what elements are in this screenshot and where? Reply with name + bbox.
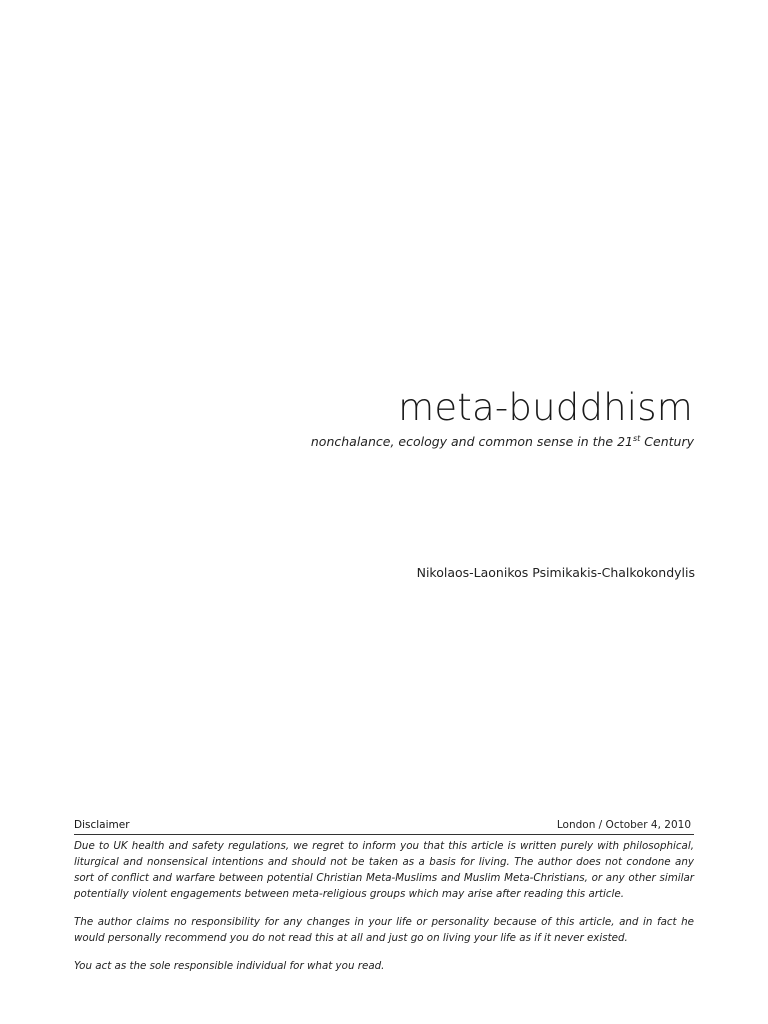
subtitle-superscript: st bbox=[633, 433, 641, 443]
disclaimer-paragraph: Due to UK health and safety regulations, we regret to inform you that this article is written purely with philosophical, liturgical and nonsensical intentions and should not be taken as a basis for living. The author does not condone any sort of conflict and warfare between potential Christian Meta-Muslims and Muslim Meta-Christians, or any other similar potentially violent engagements between meta-religious groups which may arise after reading this article. bbox=[74, 840, 694, 900]
subtitle-text: nonchalance, ecology and common sense in the 21 bbox=[310, 434, 633, 449]
document-title: meta-buddhism bbox=[398, 386, 693, 429]
document-subtitle bbox=[311, 434, 694, 449]
disclaimer-section bbox=[74, 818, 694, 986]
place-date: London / October 4, 2010 bbox=[556, 819, 691, 831]
subtitle-text-end: Century bbox=[640, 434, 694, 449]
author-name: Nikolaos-Laonikos Psimikakis-Chalkokondylis bbox=[416, 565, 695, 580]
disclaimer-paragraph: The author claims no responsibility for any changes in your life or personality because of this article, and in fact he would personally recommend you do not read this at all and just go on living your life as if it never existed. bbox=[74, 916, 694, 944]
disclaimer-label: Disclaimer bbox=[74, 819, 130, 831]
disclaimer-paragraph: You act as the sole responsible individual for what you read. bbox=[74, 960, 385, 972]
disclaimer-header bbox=[74, 818, 694, 835]
